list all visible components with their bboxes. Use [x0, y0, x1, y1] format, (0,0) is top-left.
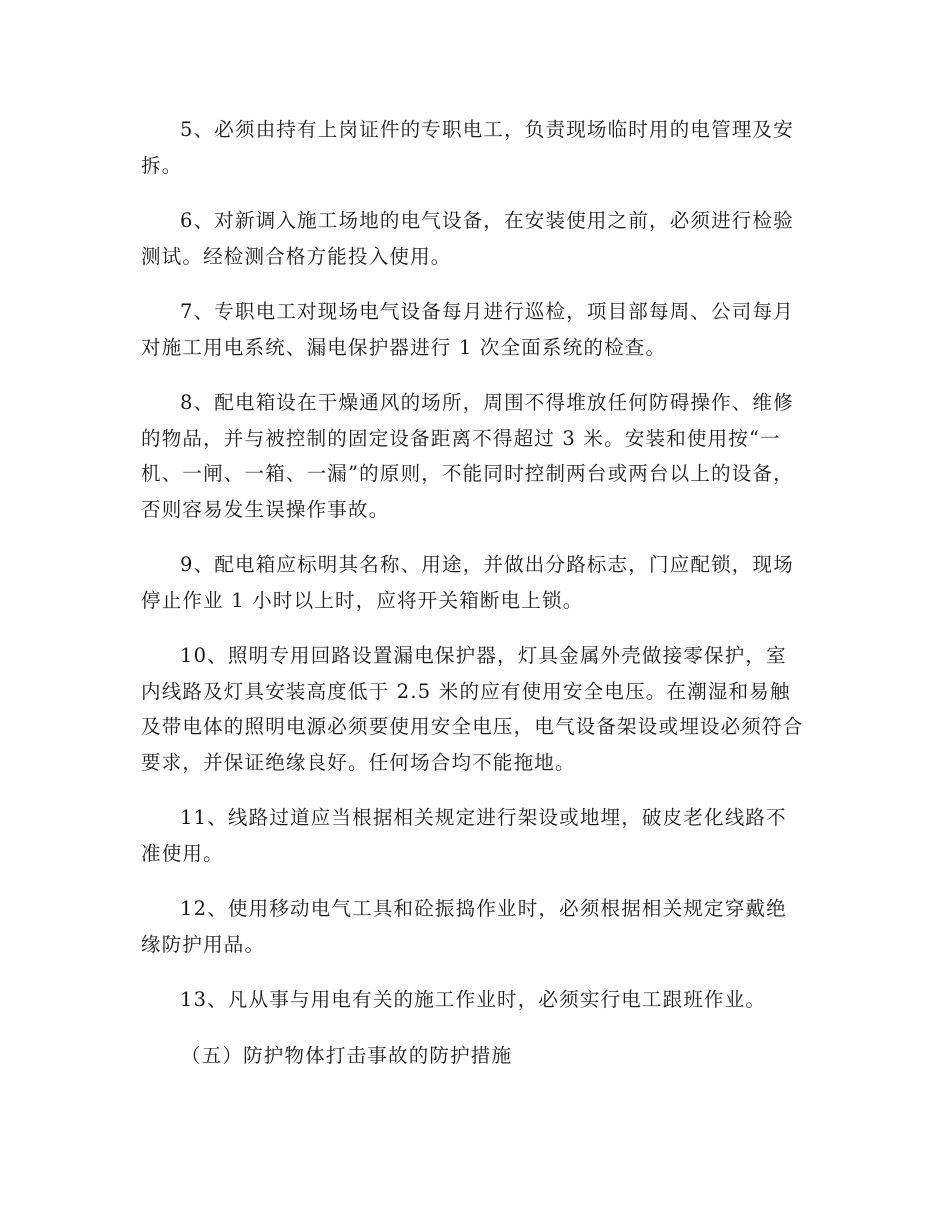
paragraph-item-5: 5、必须由持有上岗证件的专职电工，负责现场临时用的电管理及安拆。 — [141, 118, 794, 177]
paragraph-item-11: 11、线路过道应当根据相关规定进行架设或地埋，破皮老化线路不准使用。 — [141, 806, 787, 865]
section-heading: （五）防护物体打击事故的防护措施 — [181, 1043, 513, 1067]
paragraph-item-9: 9、配电箱应标明其名称、用途，并做出分路标志，门应配锁，现场停止作业 1 小时以上时，应将开关箱断电上锁。 — [141, 553, 794, 612]
paragraph-item-6: 6、对新调入施工场地的电气设备，在安装使用之前，必须进行检验测试。经检测合格方能投入使用。 — [141, 209, 794, 268]
paragraph-item-8: 8、配电箱设在干燥通风的场所，周围不得堆放任何防碍操作、维修的物品，并与被控制的固定设备距离不得超过 3 米。安装和使用按“一机、一闸、一箱、一漏”的原则，不能同时控制两台或两台以上的设备，否则容易发生误操作事故。 — [141, 391, 794, 521]
document-page — [141, 112, 807, 1073]
paragraph-item-7: 7、专职电工对现场电气设备每月进行巡检，项目部每周、公司每月对施工用电系统、漏电保护器进行 1 次全面系统的检查。 — [141, 300, 794, 359]
paragraph-item-12: 12、使用移动电气工具和砼振捣作业时，必须根据相关规定穿戴绝缘防护用品。 — [141, 897, 787, 956]
paragraph-item-10: 10、照明专用回路设置漏电保护器，灯具金属外壳做接零保护，室内线路及灯具安装高度低于 2.5 米的应有使用安全电压。在潮湿和易触及带电体的照明电源必须要使用安全电压，电气设备架设或埋设必须符合要求，并保证绝缘良好。任何场合均不能拖地。 — [141, 644, 804, 774]
paragraph-item-13: 13、凡从事与用电有关的施工作业时，必须实行电工跟班作业。 — [180, 988, 767, 1011]
